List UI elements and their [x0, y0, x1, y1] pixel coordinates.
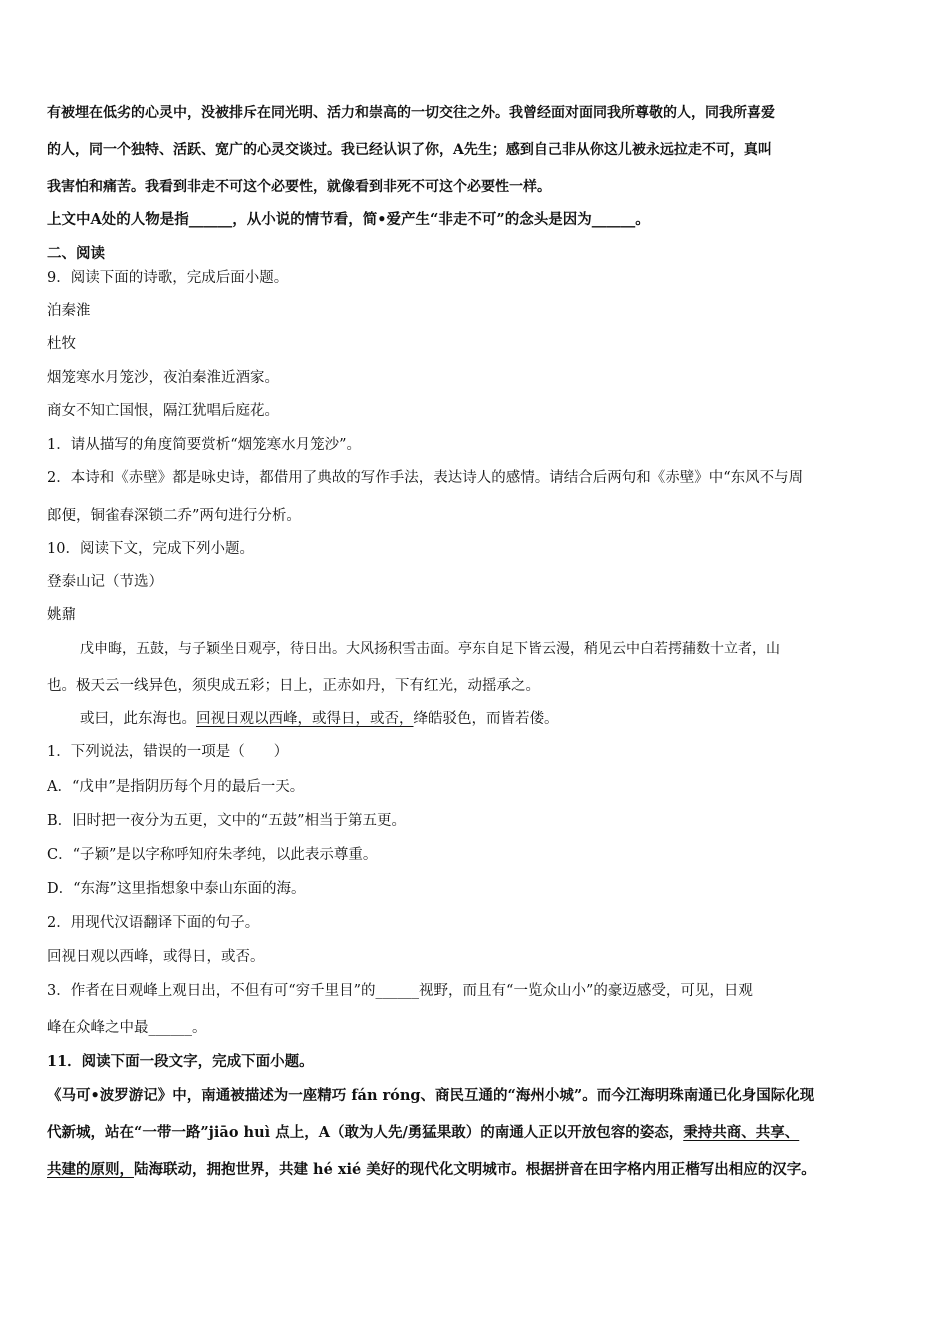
q10-passage-line-1: 戊申晦，五鼓，与子颖坐日观亭，待日出。大风扬积雪击面。亭东自足下皆云漫，稍见云中白若摴蒱数十立者，山 — [80, 641, 780, 657]
q11-intro: 11．阅读下面一段文字，完成下面小题。 — [47, 1053, 314, 1070]
q10-option-d: D．“东海”这里指想象中泰山东面的海。 — [47, 881, 306, 897]
q10-sub-question-2: 2．用现代汉语翻译下面的句子。 — [47, 915, 260, 931]
q10-option-b: B．旧时把一夜分为五更，文中的“五鼓”相当于第五更。 — [47, 813, 406, 829]
q8-text-line-3: 我害怕和痛苦。我看到非走不可这个必要性，就像看到非死不可这个必要性一样。 — [47, 179, 551, 195]
q11-text-line-2 — [47, 1123, 799, 1143]
q9-sub-question-2-line-1: 2．本诗和《赤壁》都是咏史诗，都借用了典故的写作手法，表达诗人的感情。请结合后两句和《赤壁》中“东风不与周 — [47, 470, 804, 486]
q10-underlined-sentence: 回视日观以西峰，或得日，或否， — [196, 711, 414, 727]
q9-sub-question-2-line-2: 郎便，铜雀春深锁二乔”两句进行分析。 — [47, 508, 301, 524]
q9-poem-line-1: 烟笼寒水月笼沙，夜泊秦淮近酒家。 — [47, 370, 279, 386]
q10-translate-sentence: 回视日观以西峰，或得日，或否。 — [47, 949, 265, 965]
q10-passage-line-3-start: 或曰，此东海也。 — [80, 711, 196, 727]
q10-option-a: A．“戊申”是指阴历每个月的最后一天。 — [47, 779, 305, 795]
q10-passage-line-2: 也。极天云一线异色，须臾成五彩；日上，正赤如丹，下有红光，动摇承之。 — [47, 678, 540, 694]
q9-intro: 9．阅读下面的诗歌，完成后面小题。 — [47, 270, 289, 286]
q9-sub-question-1: 1．请从描写的角度简要赏析“烟笼寒水月笼沙”。 — [47, 437, 362, 453]
q9-poem-line-2: 商女不知亡国恨，隔江犹唱后庭花。 — [47, 403, 279, 419]
q10-passage-line-3 — [80, 709, 559, 729]
q10-sub-question-3-line-2: 峰在众峰之中最______。 — [47, 1020, 207, 1036]
q10-option-c: C．“子颖”是以字称呼知府朱孝纯，以此表示尊重。 — [47, 847, 378, 863]
q10-sub-question-1: 1．下列说法，错误的一项是（ ） — [47, 744, 289, 760]
q10-passage-line-3-end: 绛皓驳色，而皆若偻。 — [413, 711, 559, 727]
q11-text-line-1: 《马可•波罗游记》中，南通被描述为一座精巧 fán róng、商民互通的“海州小城”。而今江海明珠南通已化身国际化现 — [47, 1087, 815, 1104]
section-two-title: 二、阅读 — [47, 245, 105, 262]
q8-text-line-1: 有被埋在低劣的心灵中，没被排斥在同光明、活力和崇高的一切交往之外。我曾经面对面同我所尊敬的人，同我所喜爱 — [47, 105, 775, 121]
q8-text-line-2: 的人，同一个独特、活跃、宽广的心灵交谈过。我已经认识了你，A先生；感到自己非从你这儿被永远拉走不可，真叫 — [47, 142, 772, 158]
q11-text-line-3-main: 陆海联动，拥抱世界，共建 hé xié 美好的现代化文明城市。根据拼音在田字格内用正楷写出相应的汉字。 — [134, 1161, 816, 1178]
q10-text-author: 姚鼐 — [47, 607, 76, 623]
q10-intro: 10．阅读下文，完成下列小题。 — [47, 541, 254, 557]
q8-question: 上文中A处的人物是指______，从小说的情节看，简•爱产生“非走不可”的念头是因为______。 — [47, 211, 650, 228]
q11-underlined-phrase-2: 共建的原则， — [47, 1161, 134, 1178]
q9-poem-title: 泊秦淮 — [47, 303, 91, 319]
q11-text-line-2-main: 代新城，站在“一带一路”jiāo huì 点上，A（敢为人先/勇猛果敢）的南通人正以开放包容的姿态， — [47, 1124, 684, 1141]
q10-sub-question-3-line-1: 3．作者在日观峰上观日出，不但有可“穷千里目”的______视野，而且有“一览众山小”的豪迈感受，可见，日观 — [47, 983, 753, 999]
q10-text-title: 登泰山记（节选） — [47, 574, 163, 590]
q11-underlined-phrase-1: 秉持共商、共享、 — [683, 1124, 800, 1141]
q9-poem-author: 杜牧 — [47, 336, 76, 352]
q11-text-line-3 — [47, 1160, 816, 1180]
